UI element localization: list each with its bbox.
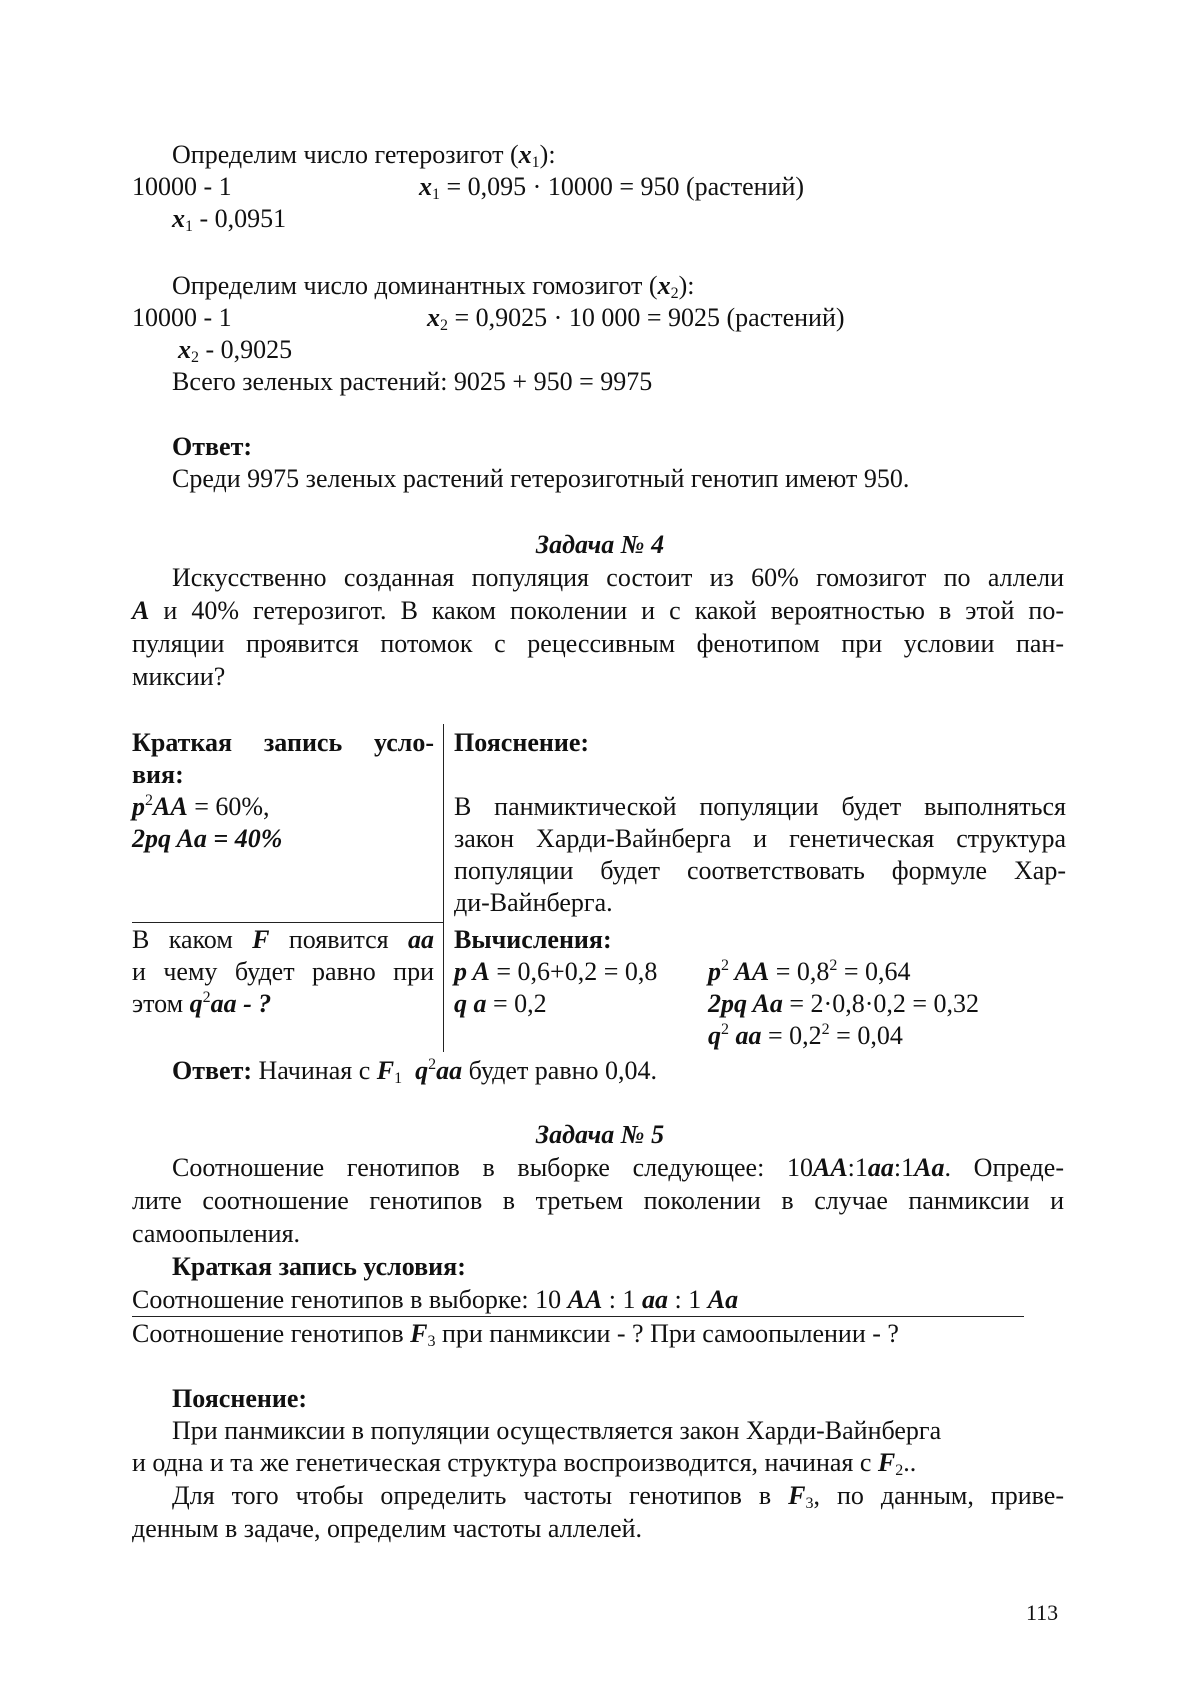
- task5-title: Задача № 5: [535, 1120, 665, 1149]
- calc-pA: p A = 0,6+0,2 = 0,8: [454, 957, 658, 986]
- task5-line-1: Соотношение генотипов в выборке следующее: 10AA:1aa:1Aa. Опреде-: [172, 1153, 1064, 1182]
- cond-label-2: вия:: [132, 760, 184, 789]
- table-horizontal-divider: [132, 922, 443, 923]
- cond-label-1: Краткая запись усло-: [132, 728, 434, 757]
- task5-cond-line-1: Соотношение генотипов в выборке: 10 AA : 1 aa : 1 Aa: [132, 1285, 739, 1314]
- equation-x2: $x_2 = 0,9025 \cdot 10$ 000 = 9025 (растений): [427, 303, 845, 334]
- task4-line-1: Искусственно созданная популяция состоит из 60% гомозигот по аллели: [172, 563, 1064, 592]
- explanation-line-4: ди-Вайнберга.: [454, 888, 613, 917]
- explanation-label: Пояснение:: [454, 728, 590, 757]
- answer-text: Среди 9975 зеленых растений гетерозиготный генотип имеют 950.: [172, 464, 910, 493]
- question-line-3: этом $q^2aa$ - ?: [132, 989, 272, 1018]
- answer-label: Ответ:: [172, 432, 253, 461]
- page-number: 113: [1026, 1600, 1059, 1625]
- equation-x1: $x_1 = 0,095 \cdot 10000 = 950$ (растений): [419, 172, 805, 203]
- calc-q2aa: $q^2$ aa = $0,2^2 = 0,04$: [708, 1021, 903, 1050]
- explanation-line-1: В панмиктической популяции будет выполняться: [454, 792, 1066, 821]
- explanation-line-3: популяции будет соответствовать формуле Хар-: [454, 856, 1066, 885]
- task5-line-2: лите соотношение генотипов в третьем поколении в случае панмиксии и: [132, 1186, 1064, 1215]
- cond-2pqAa: 2pq Aa = 40%: [132, 824, 283, 853]
- task4-line-3: пуляции проявится потомок с рецессивным фенотипом при условии пан-: [132, 629, 1064, 658]
- question-line-1: В каком F появится aa: [132, 925, 435, 954]
- task5-explanation-line-1: При панмиксии в популяции осуществляется закон Харди-Вайнберга: [172, 1416, 942, 1445]
- task5-line-3: самоопыления.: [132, 1219, 301, 1248]
- task5-explanation-line-3: Для того чтобы определить частоты генотипов в $F_3$, по данным, приве-: [172, 1481, 1064, 1512]
- calc-qa: q a = 0,2: [454, 989, 547, 1018]
- task5-explanation-label: Пояснение:: [172, 1384, 308, 1413]
- task5-explanation-line-2: и одна и та же генетическая структура воспроизводится, начиная с $F_2$..: [132, 1448, 917, 1479]
- proportion2-left-1: 10000 - 1: [132, 303, 232, 332]
- explanation-line-2: закон Харди-Вайнберга и генетическая структура: [454, 824, 1066, 853]
- heading-dominant-homozygotes: Определим число доминантных гомозигот $(x_2)$:: [172, 271, 695, 302]
- task4-line-4: миксии?: [132, 662, 226, 691]
- total-green-plants: Всего зеленых растений: 9025 + 950 = 9975: [172, 367, 653, 396]
- proportion2-left-2: $x_2 - 0,9025$: [178, 335, 293, 366]
- task4-line-2: A и 40% гетерозигот. В каком поколении и с какой вероятностью в этой по-: [132, 596, 1064, 625]
- task4-title: Задача № 4: [535, 530, 665, 559]
- task5-cond-label: Краткая запись условия:: [172, 1252, 466, 1281]
- table-vertical-divider: [443, 724, 444, 1052]
- question-line-2: и чему будет равно при: [132, 957, 434, 986]
- calc-p2AA: $p^2$ AA = $0,8^2 = 0,64$: [708, 957, 911, 986]
- proportion-left-1: 10000 - 1: [132, 172, 232, 201]
- task4-answer: Ответ: Начиная с $F_1$ $q^2aa$ будет равно 0,04.: [172, 1056, 658, 1087]
- task5-cond-line-2: Соотношение генотипов $F_3$ при панмиксии - ? При самоопылении - ?: [132, 1319, 899, 1350]
- heading-heterozygotes: Определим число гетерозигот $(x_1)$:: [172, 140, 556, 171]
- proportion-left-2: $x_1 - 0,0951$: [172, 204, 287, 235]
- calc-2pqAa: 2pq Aa = 2·0,8·0,2 = 0,32: [708, 989, 980, 1018]
- calc-label: Вычисления:: [454, 925, 612, 954]
- task5-explanation-line-4: денным в задаче, определим частоты аллелей.: [132, 1514, 643, 1543]
- task5-cond-divider: [132, 1316, 1024, 1317]
- cond-pAA: $p^2AA = 60\%$,: [132, 792, 270, 821]
